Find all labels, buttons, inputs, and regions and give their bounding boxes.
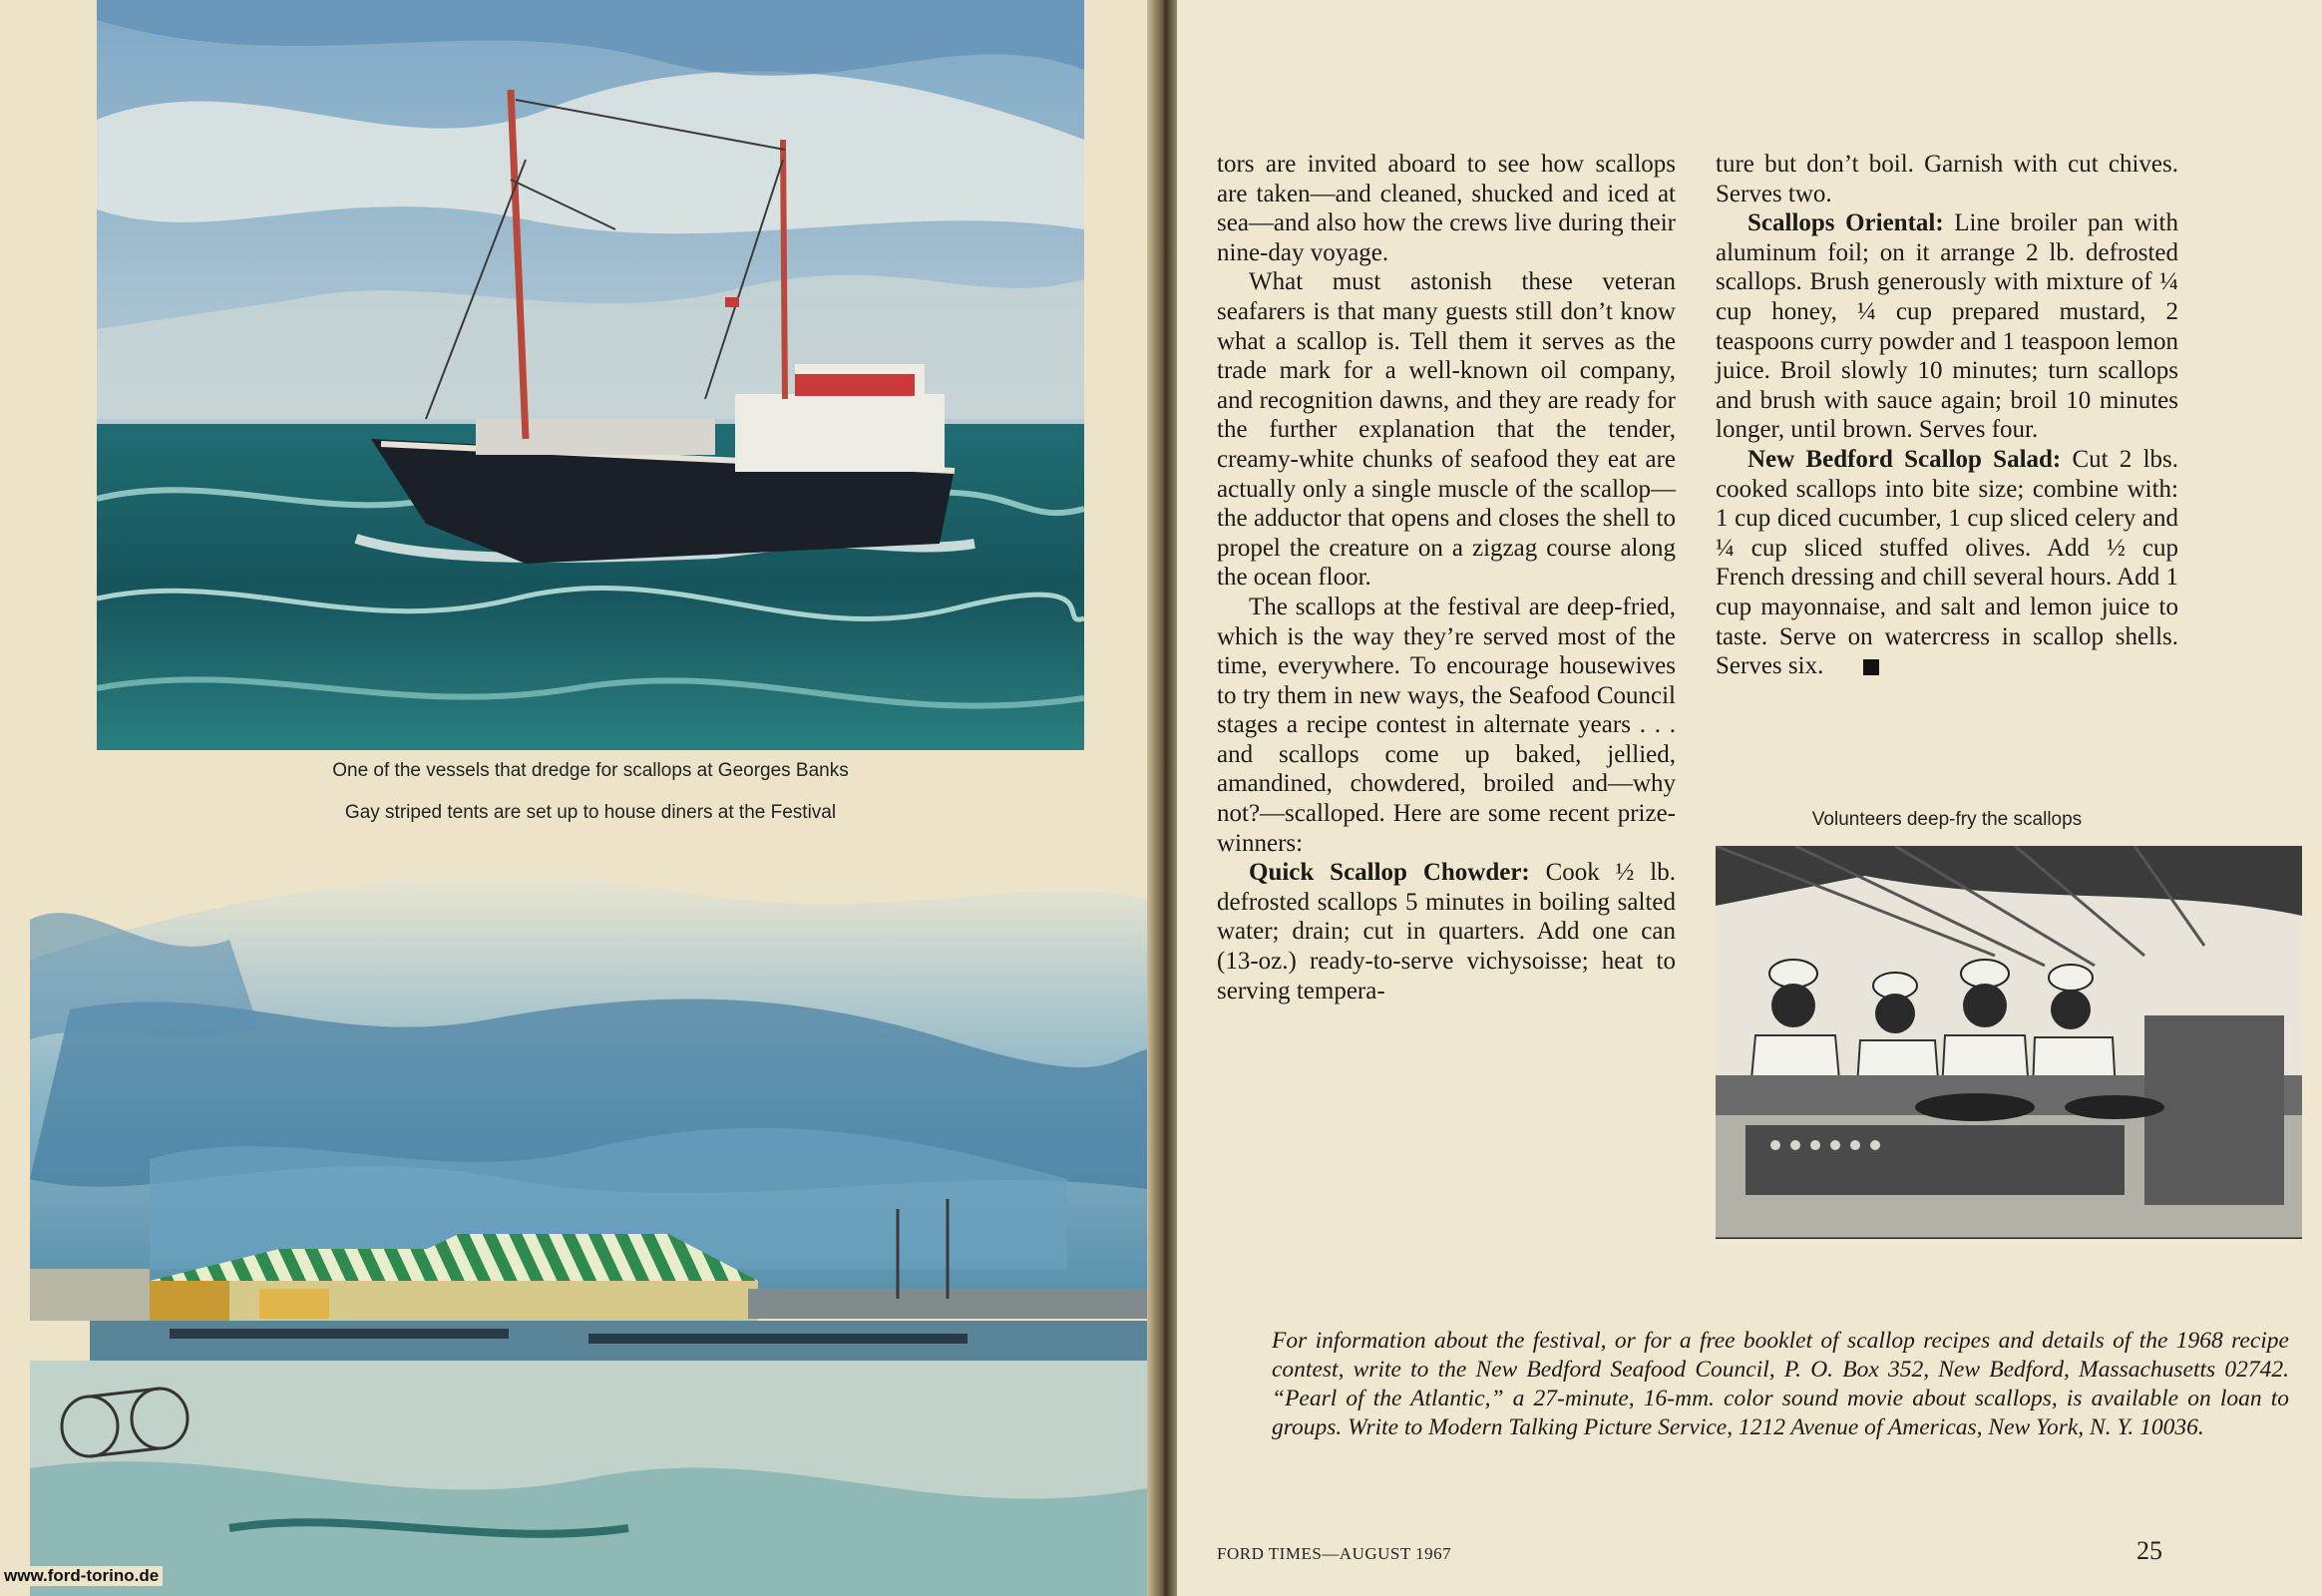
paragraph: ture but don’t boil. Garnish with cut chives. Serves two. xyxy=(1716,151,2178,207)
right-page xyxy=(1177,0,2322,1596)
footer-title: FORD TIMES—AUGUST 1967 xyxy=(1217,1544,1452,1563)
page-number: 25 xyxy=(2136,1536,2162,1565)
article-column-2 xyxy=(1716,150,2178,681)
recipe-text: Cook ½ lb. defrosted scallops 5 minutes in boiling salted water; drain; cut in quarters. Add one can (13-oz.) ready-to-serve vichysoisse; heat to serving tempera- xyxy=(1217,859,1676,1004)
recipe-salad xyxy=(1716,445,2178,681)
festival-tents-illustration xyxy=(30,830,1147,1596)
paragraph: What must astonish these veteran seafarers is that many guests still don’t know what a scallop is. Tell them it serves as the trade mark for a well-known oil company, and recognition dawns, and they are ready for the further explanation that the tender, creamy-white chunks of seafood they eat are actually only a single muscle of the scallop—the adductor that opens and closes the shell to propel the creature on a zigzag course along the ocean floor. xyxy=(1217,268,1676,592)
recipe-text: Cut 2 lbs. cooked scallops into bite size; combine with: 1 cup diced cucumber, 1 cup sliced celery and ¼ cup sliced stuffed olives. Add ½ cup French dressing and chill several hours. Add 1 cup mayonnaise, and salt and lemon juice to taste. Serve on watercress in scallop shells. Serves six. xyxy=(1716,445,2178,680)
recipe-title: Scallops Oriental: xyxy=(1747,209,1944,237)
watermark: www.ford-torino.de xyxy=(0,1566,163,1586)
caption-fry: Volunteers deep-fry the scallops xyxy=(1811,809,2083,830)
paragraph: The scallops at the festival are deep-fried, which is the way they’re served most of the time, everywhere. To encourage housewives to try them in new ways, the Seafood Council stages a recipe contest in alternate years . . . and scallops come up baked, jellied, amandined, chowdered, broiled and—why not?—scalloped. Here are some recent prize-winners: xyxy=(1217,593,1676,857)
paragraph: tors are invited aboard to see how scallops are taken—and cleaned, shucked and iced at sea—and also how the crews live during their nine-day voyage. xyxy=(1217,151,1676,266)
fishing-vessel-illustration xyxy=(97,0,1084,750)
recipe-chowder xyxy=(1217,858,1676,1005)
deep-fry-illustration xyxy=(1716,846,2302,1239)
info-note: For information about the festival, or for a free booklet of scallop recipes and details of the 1968 recipe contest, write to the New Bedford Seafood Council, P. O. Box 352, New Bedford, Massachusetts 02742. “Pearl of the Atlantic,” a 27-minute, 16-mm. color sound movie about scallops, is available on loan to groups. Write to Modern Talking Picture Service, 1212 Avenue of Americas, New York, N. Y. 10036. xyxy=(1272,1328,2289,1440)
page-gutter xyxy=(1147,0,1181,1596)
recipe-oriental xyxy=(1716,208,2178,445)
left-page xyxy=(0,0,1157,1596)
recipe-title: Quick Scallop Chowder: xyxy=(1249,859,1530,887)
recipe-title: New Bedford Scallop Salad: xyxy=(1747,445,2062,473)
recipe-text: Line broiler pan with aluminum foil; on it arrange 2 lb. defrosted scallops. Brush generously with mixture of ¼ cup honey, ¼ cup prepared mustard, 2 teaspoons curry powder and 1 teaspoon lemon juice. Broil slowly 10 minutes; turn scallops and brush with sauce again; broil 10 minutes longer, until brown. Serves four. xyxy=(1716,209,2178,444)
article-column-1 xyxy=(1217,150,1676,1005)
caption-vessel: One of the vessels that dredge for scallops at Georges Banks xyxy=(332,760,849,781)
end-mark xyxy=(1863,659,1879,675)
caption-tents: Gay striped tents are set up to house diners at the Festival xyxy=(344,802,837,823)
